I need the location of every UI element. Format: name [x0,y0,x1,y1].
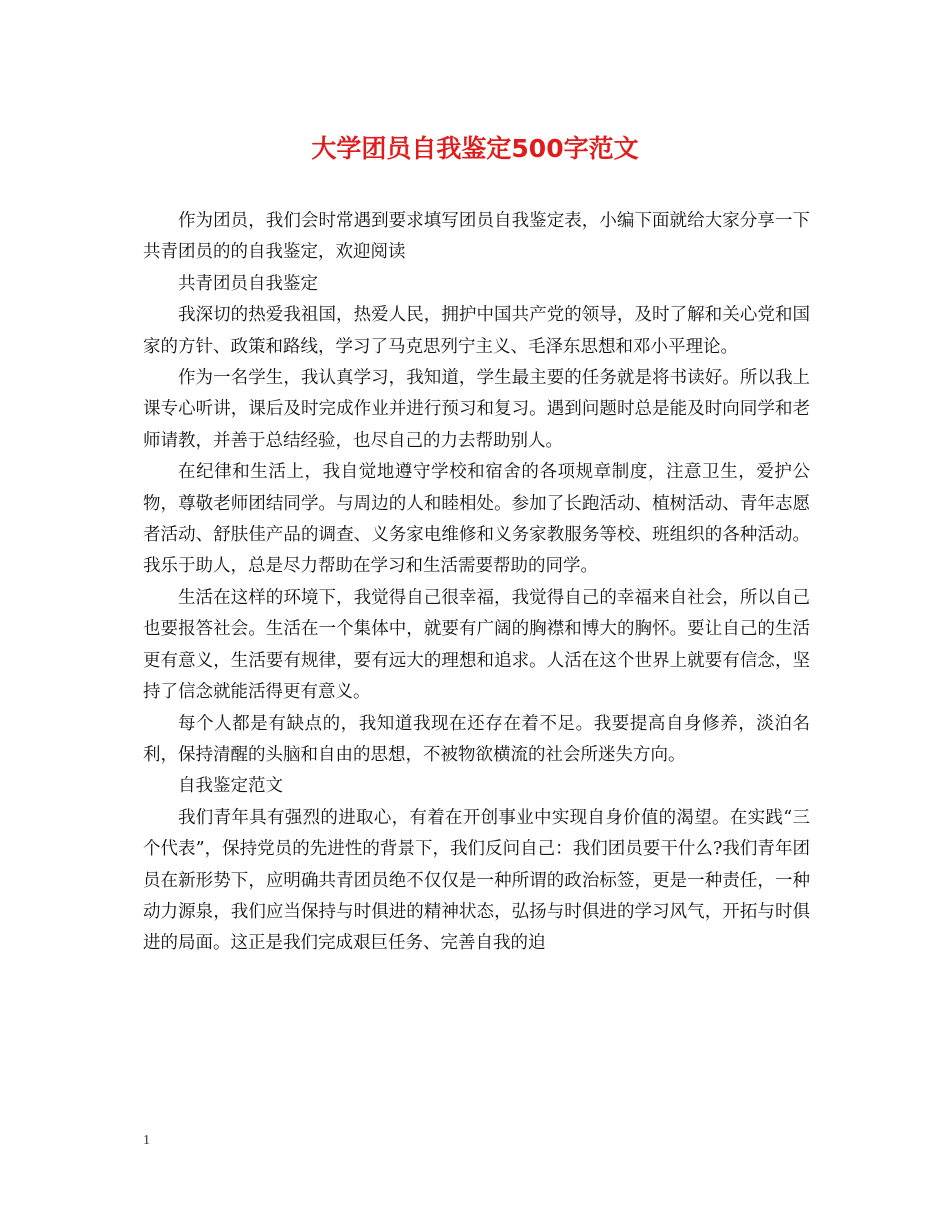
paragraph: 我们青年具有强烈的进取心，有着在开创事业中实现自身价值的渴望。在实践“三个代表”，保持党员的先进性的背景下，我们反问自己：我们团员要干什么?我们青年团员在新形势下，应明确共青团员绝不仅仅是一种所谓的政治标签，更是一种责任，一种动力源泉，我们应当保持与时俱进的精神状态，弘扬与时俱进的学习风气，开拓与时俱进的局面。这正是我们完成艰巨任务、完善自我的迫 [143,807,810,954]
paragraph: 生活在这样的环境下，我觉得自己很幸福，我觉得自己的幸福来自社会，所以自己也要报答社会。生活在一个集体中，就要有广阔的胸襟和博大的胸怀。要让自己的生活更有意义，生活要有规律，要有远大的理想和追求。人活在这个世界上就要有信念，坚持了信念就能活得更有意义。 [143,587,810,703]
paragraph: 我深切的热爱我祖国，热爱人民，拥护中国共产党的领导，及时了解和关心党和国家的方针、政策和路线，学习了马克思列宁主义、毛泽东思想和邓小平理论。 [143,305,810,357]
paragraph: 作为一名学生，我认真学习，我知道，学生最主要的任务就是将书读好。所以我上课专心听讲，课后及时完成作业并进行预习和复习。遇到问题时总是能及时向同学和老师请教，并善于总结经验，也尽自己的力去帮助别人。 [143,368,810,451]
paragraph: 每个人都是有缺点的，我知道我现在还存在着不足。我要提高自身修养，淡泊名利，保持清醒的头脑和自由的思想，不被物欲横流的社会所迷失方向。 [143,713,810,765]
paragraph-intro: 作为团员，我们会时常遇到要求填写团员自我鉴定表，小编下面就给大家分享一下共青团员的的自我鉴定，欢迎阅读 [143,211,810,263]
section-heading-2: 自我鉴定范文 [178,776,283,797]
section-heading-1: 共青团员自我鉴定 [178,273,318,294]
page-number: 1 [143,1133,150,1148]
document-body [143,206,810,960]
document-title: 大学团员自我鉴定500字范文 [311,134,639,163]
paragraph: 在纪律和生活上，我自觉地遵守学校和宿舍的各项规章制度，注意卫生，爱护公物，尊敬老师团结同学。与周边的人和睦相处。参加了长跑活动、植树活动、青年志愿者活动、舒肤佳产品的调查、义务家电维修和义务家教服务等校、班组织的各种活动。我乐于助人，总是尽力帮助在学习和生活需要帮助的同学。 [143,462,810,577]
